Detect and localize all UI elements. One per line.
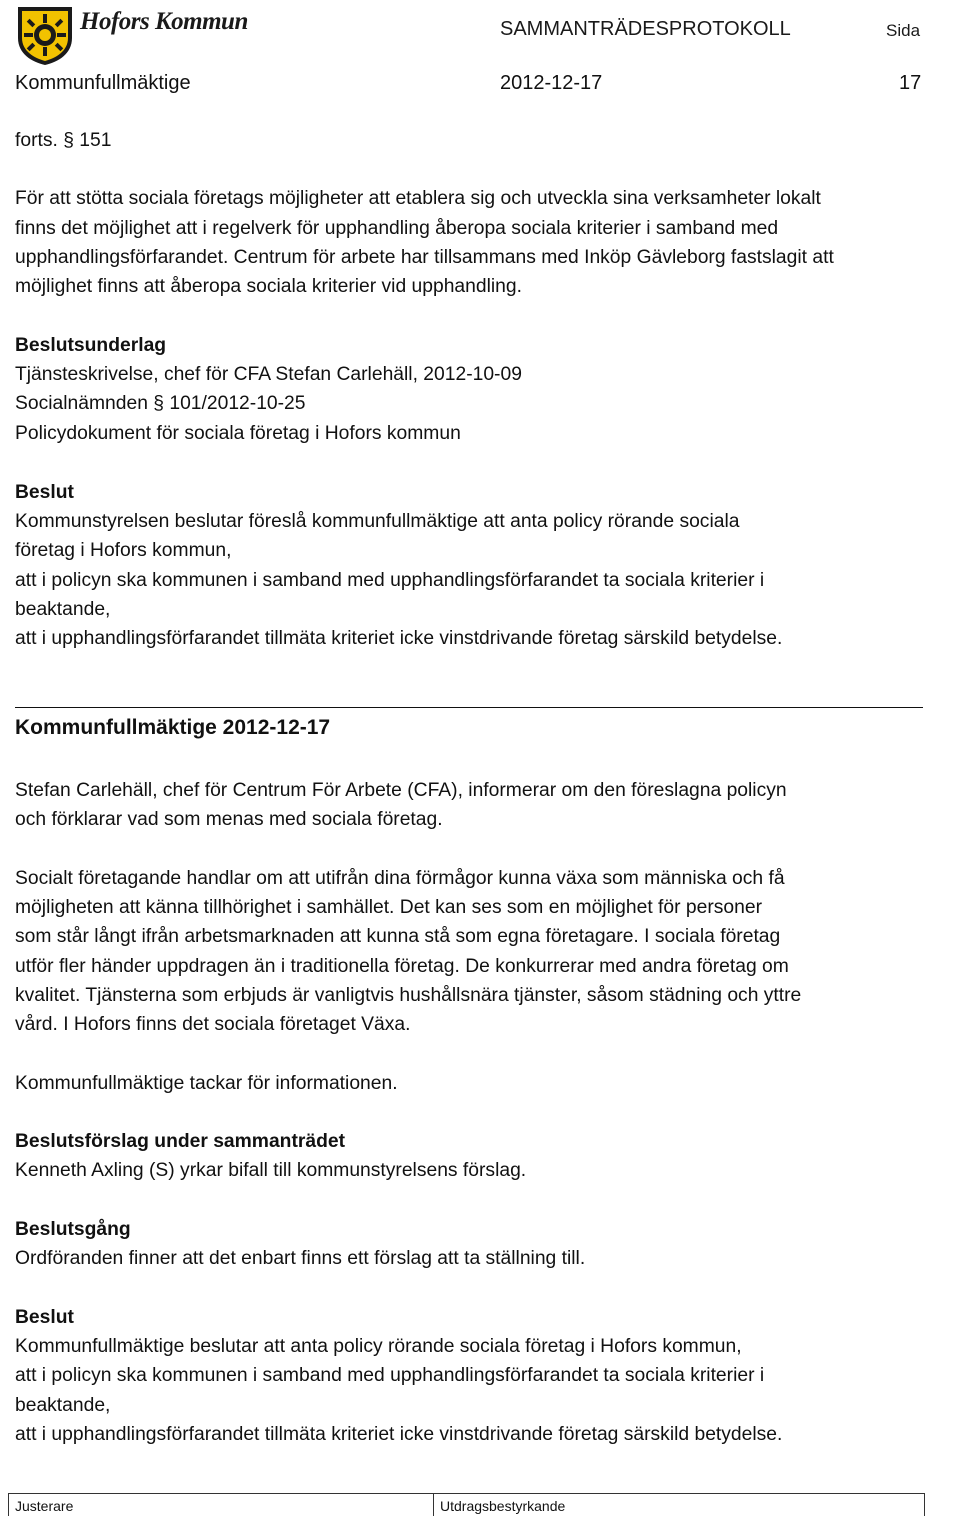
section-heading: Beslutsgång [15,1219,131,1240]
paragraph-line: företag i Hofors kommun, [15,540,232,562]
paragraph-line: att i upphandlingsförfarandet tillmäta kriteriet icke vinstdrivande företag särskild betydelse. [15,628,783,650]
beslut-kf-block [15,1303,955,1449]
paragraph-line: Tjänsteskrivelse, chef för CFA Stefan Carlehäll, 2012-10-09 [15,364,522,386]
footer-cell-border [8,1494,9,1516]
footer-cell-border [924,1494,925,1516]
paragraph-line: Stefan Carlehäll, chef för Centrum För Arbete (CFA), informerar om den föreslagna policyn [15,780,787,801]
section-heading: Beslut [15,1307,74,1328]
page-label: Sida [886,21,921,40]
paragraph-line: Socialnämnden § 101/2012-10-25 [15,393,306,415]
paragraph-line: Socialt företagande handlar om att utifrån dina förmågor kunna växa som människa och få [15,868,785,889]
paragraph-line: möjlighet finns att åberopa sociala kriterier vid upphandling. [15,276,522,298]
section-heading: Beslutsunderlag [15,335,167,356]
paragraph-line: utför fler händer uppdragen än i traditionella företag. De konkurrerar med andra företag om [15,955,789,977]
kf-paragraph-2 [15,864,955,1039]
section-divider [15,707,923,708]
paragraph-line: Kommunfullmäktige tackar för informationen. [15,1073,398,1094]
paragraph-line: finns det möjlighet att i regelverk för upphandling åberopa sociala kriterier i samband med [15,217,779,239]
beslut-ks-block [15,478,955,653]
paragraph-line: att i upphandlingsförfarandet tillmäta kriteriet icke vinstdrivande företag särskild betydelse. [15,1423,783,1445]
paragraph-line: Policydokument för sociala företag i Hofors kommun [15,422,461,444]
paragraph-line: kvalitet. Tjänsterna som erbjuds är vanligtvis hushållsnära tjänster, såsom städning och yttre [15,984,802,1006]
paragraph-line: och förklarar vad som menas med sociala företag. [15,809,443,831]
paragraph-line: Ordföranden finner att det enbart finns ett förslag att ta ställning till. [15,1248,586,1270]
paragraph-line: att i policyn ska kommunen i samband med upphandlingsförfarandet ta sociala kriterier i [15,569,765,591]
paragraph-line: att i policyn ska kommunen i samband med upphandlingsförfarandet ta sociala kriterier i [15,1365,765,1387]
kf-paragraph-3 [15,1069,955,1098]
section-heading: Beslut [15,482,74,503]
justerare-label: Justerare [15,1498,74,1514]
kf-paragraph-1 [15,776,955,834]
blank-line [15,155,955,184]
beslutsgang-block [15,1215,955,1273]
paragraph-line: möjligheten att känna tillhörighet i samhället. Det kan ses som en möjlighet för personer [15,897,762,919]
paragraph-line: upphandlingsförfarandet. Centrum för arbete har tillsammans med Inköp Gävleborg fastslagit att [15,246,834,268]
body-name: Kommunfullmäktige [15,72,191,94]
meeting-date: 2012-12-17 [500,72,603,94]
paragraph-line: beaktande, [15,598,111,620]
logo-wordmark: Hofors Kommun [80,8,248,35]
paragraph-line: som står långt ifrån arbetsmarknaden att kunna stå som egna företagare. I sociala företag [15,926,781,948]
utdragsbestyrkande-label: Utdragsbestyrkande [440,1498,566,1514]
paragraph-line: Kenneth Axling (S) yrkar bifall till kommunstyrelsens förslag. [15,1160,527,1182]
intro-block [15,126,955,301]
footer-divider [8,1493,925,1494]
document-type: SAMMANTRÄDESPROTOKOLL [500,18,791,40]
beslutsunderlag-block [15,331,955,448]
paragraph-line: Kommunfullmäktige beslutar att anta policy rörande sociala företag i Hofors kommun, [15,1336,742,1358]
hofors-coat-of-arms-icon [14,4,76,66]
paragraph-line: beaktande, [15,1394,111,1416]
section-heading: Beslutsförslag under sammanträdet [15,1131,346,1152]
paragraph-line: forts. § 151 [15,130,112,151]
paragraph-line: För att stötta sociala företags möjligheter att etablera sig och utveckla sina verksamheter lokalt [15,188,821,210]
beslutsforslag-block [15,1127,955,1185]
footer-cell-border [433,1494,434,1516]
page-number: 17 [899,72,922,94]
paragraph-line: Kommunstyrelsen beslutar föreslå kommunfullmäktige att anta policy rörande sociala [15,511,740,533]
kf-section-heading: Kommunfullmäktige 2012-12-17 [15,716,331,739]
paragraph-line: vård. I Hofors finns det sociala företaget Växa. [15,1014,411,1036]
